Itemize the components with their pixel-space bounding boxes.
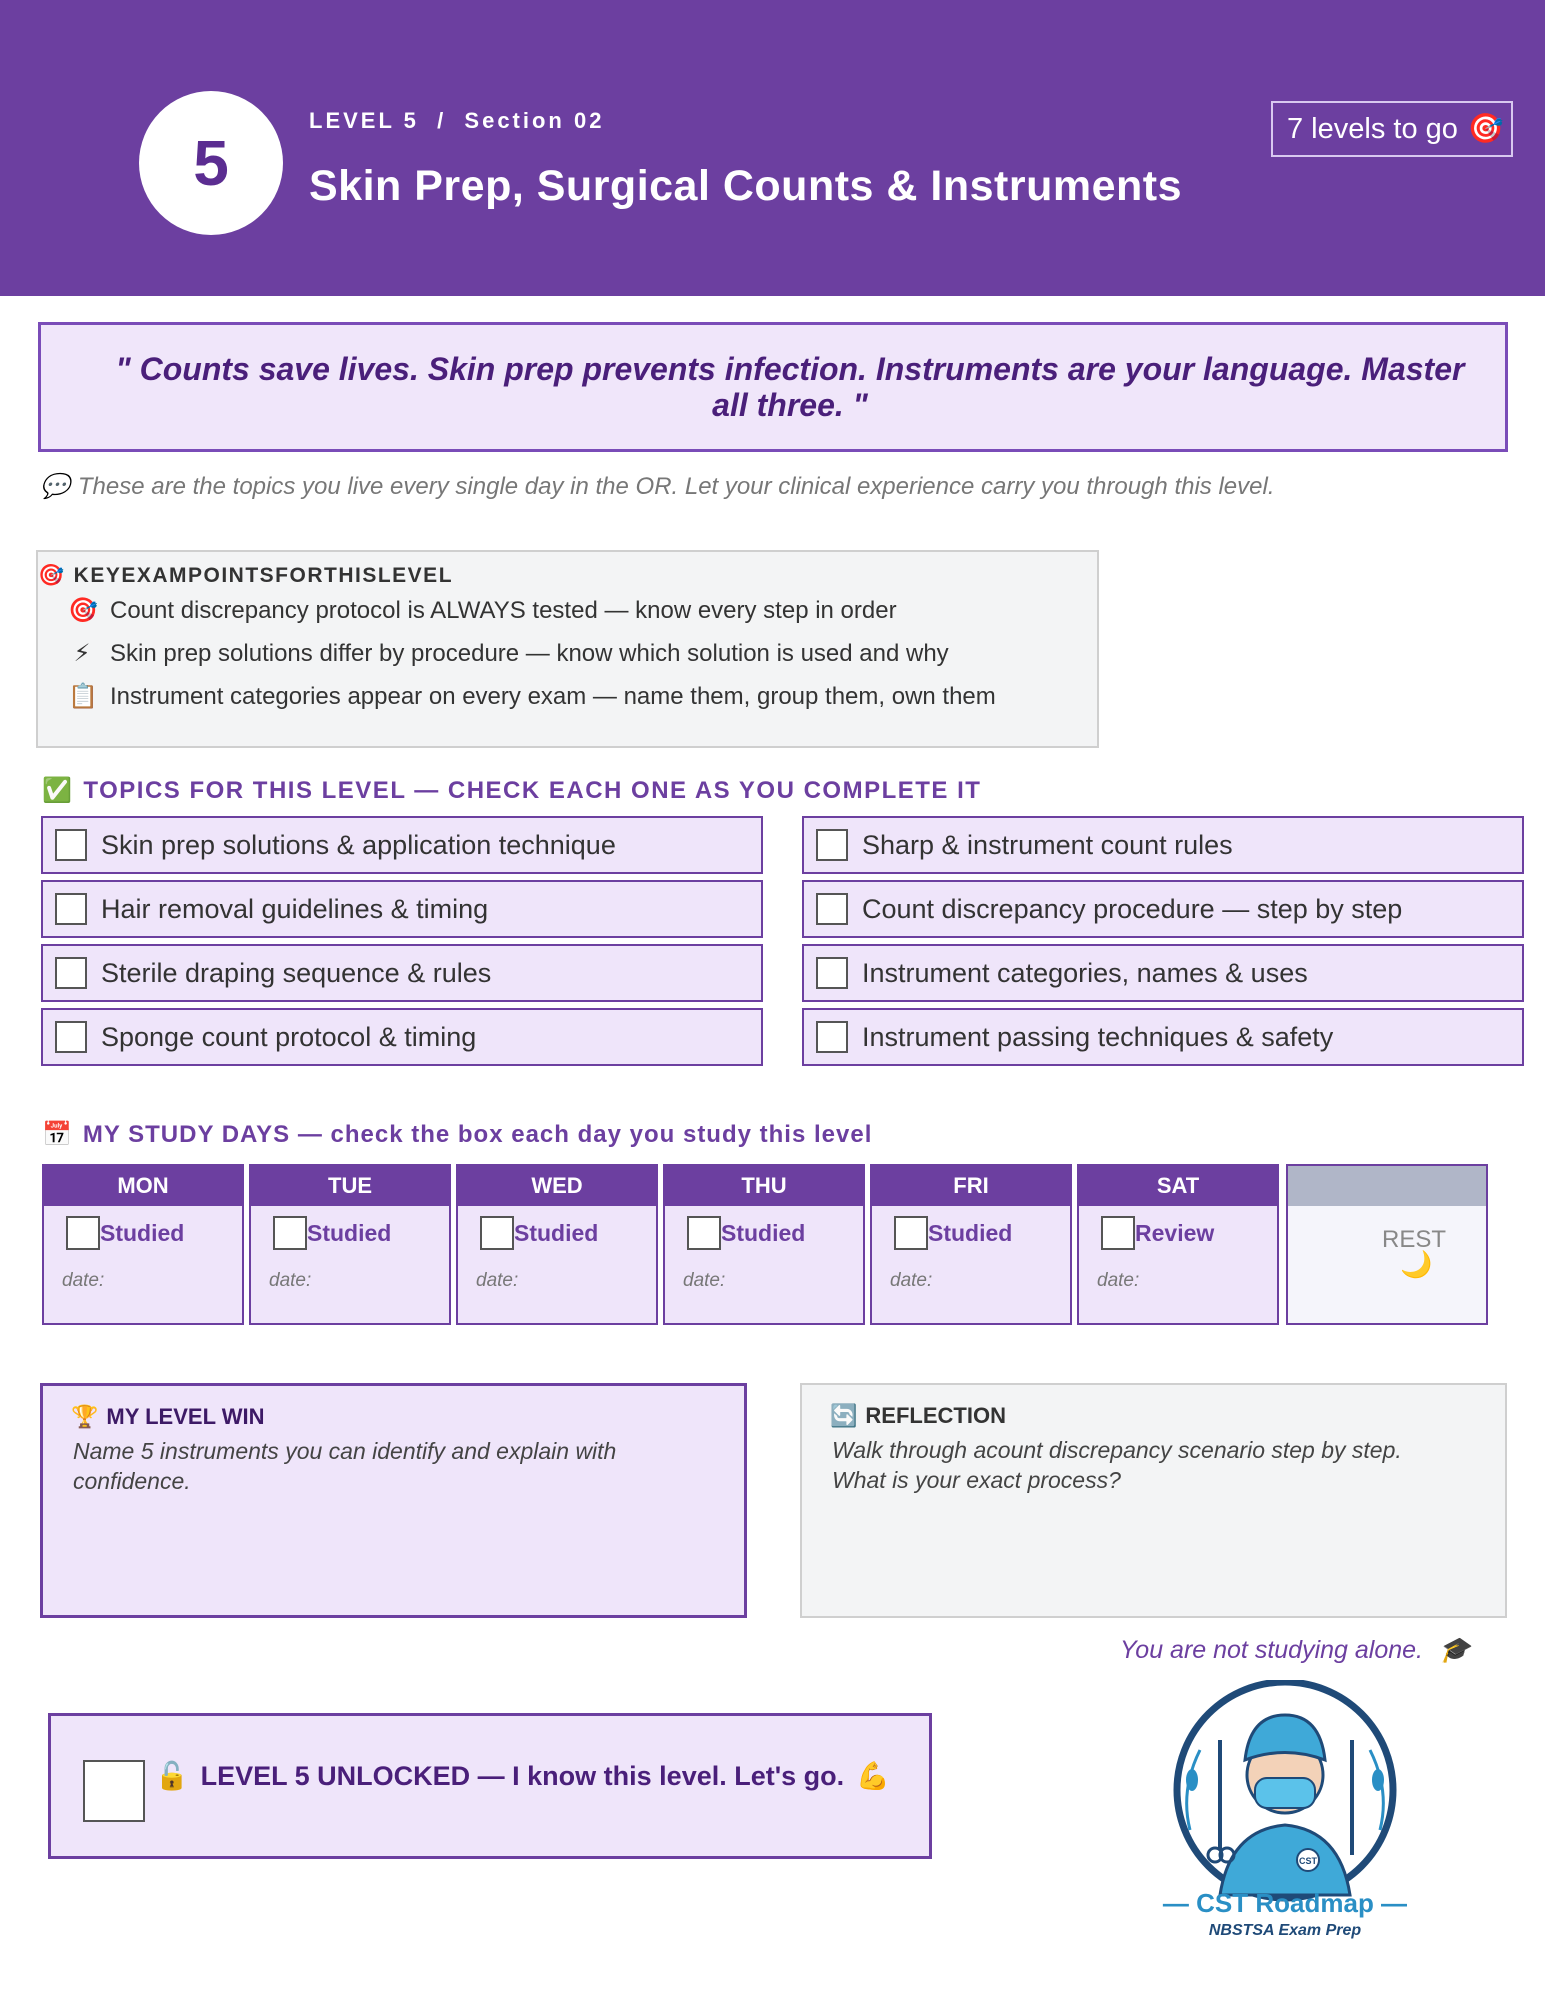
topic-item[interactable] bbox=[802, 880, 1524, 938]
day-checkbox[interactable] bbox=[480, 1216, 514, 1250]
topic-checkbox[interactable] bbox=[55, 1021, 87, 1053]
trophy-icon: 🏆 bbox=[71, 1404, 99, 1429]
key-point-item bbox=[68, 596, 897, 625]
day-status-label: Studied bbox=[514, 1219, 599, 1246]
logo-title: — CST Roadmap — bbox=[1162, 1888, 1408, 1918]
check-mark-icon: ✅ bbox=[42, 777, 74, 804]
key-point-text: Count discrepancy protocol is ALWAYS tested — know every step in order bbox=[110, 596, 897, 624]
level-unlocked-panel bbox=[48, 1713, 932, 1859]
topic-checkbox[interactable] bbox=[816, 1021, 848, 1053]
flexed-arm-icon: 💪 bbox=[856, 1761, 890, 1791]
target-icon: 🎯 bbox=[38, 564, 66, 587]
day-checkbox[interactable] bbox=[894, 1216, 928, 1250]
topic-label: Hair removal guidelines & timing bbox=[101, 893, 489, 924]
rest-day-header bbox=[1288, 1166, 1486, 1206]
key-point-text: Skin prep solutions differ by procedure — know which solution is used and why bbox=[110, 639, 949, 667]
key-point-text: Instrument categories appear on every exam — name them, group them, own them bbox=[110, 682, 996, 710]
reflection-panel[interactable] bbox=[800, 1383, 1507, 1618]
motivational-quote: " Counts save lives. Skin prep prevents infection. Instruments are your language. Master all three. " bbox=[38, 322, 1508, 452]
target-icon: 🎯 bbox=[1467, 113, 1504, 145]
date-field[interactable]: date: bbox=[890, 1270, 933, 1291]
topic-label: Count discrepancy procedure — step by step bbox=[862, 893, 1403, 924]
review-toggle[interactable] bbox=[1101, 1216, 1214, 1250]
day-name: SAT bbox=[1079, 1166, 1277, 1206]
date-field[interactable]: date: bbox=[62, 1270, 105, 1291]
studied-toggle[interactable] bbox=[687, 1216, 805, 1250]
reflection-title: REFLECTION bbox=[865, 1403, 1006, 1428]
topic-checkbox[interactable] bbox=[55, 893, 87, 925]
study-day-mon bbox=[42, 1164, 244, 1325]
key-point-item bbox=[68, 639, 949, 668]
cycle-arrows-icon: 🔄 bbox=[830, 1403, 858, 1428]
study-day-thu bbox=[663, 1164, 865, 1325]
day-checkbox[interactable] bbox=[273, 1216, 307, 1250]
study-day-fri bbox=[870, 1164, 1072, 1325]
logo-badge-text: CST bbox=[1299, 1856, 1317, 1866]
topic-label: Sharp & instrument count rules bbox=[862, 829, 1233, 860]
level-win-panel[interactable] bbox=[40, 1383, 747, 1618]
study-days-heading bbox=[42, 1120, 872, 1149]
target-icon: 🎯 bbox=[68, 597, 98, 624]
unlocked-lock-icon: 🔓 bbox=[155, 1761, 189, 1791]
day-name: MON bbox=[44, 1166, 242, 1206]
speech-bubble-icon: 💬 bbox=[40, 473, 70, 500]
reflection-prompt: Walk through acount discrepancy scenario step by step. What is your exact process? bbox=[832, 1437, 1402, 1493]
study-day-wed bbox=[456, 1164, 658, 1325]
day-name: FRI bbox=[872, 1166, 1070, 1206]
rest-day bbox=[1286, 1164, 1488, 1325]
studied-toggle[interactable] bbox=[480, 1216, 598, 1250]
study-day-tue bbox=[249, 1164, 451, 1325]
day-status-label: Studied bbox=[928, 1219, 1013, 1246]
topic-checkbox[interactable] bbox=[816, 829, 848, 861]
day-status-label: Studied bbox=[721, 1219, 806, 1246]
unlocked-text: LEVEL 5 UNLOCKED — I know this level. Let's go. bbox=[200, 1760, 845, 1791]
lightning-icon: ⚡ bbox=[73, 640, 91, 667]
page-title: Skin Prep, Surgical Counts & Instruments bbox=[309, 162, 1182, 210]
level-kicker: LEVEL 5 / Section 02 bbox=[309, 108, 605, 133]
clipboard-icon: 📋 bbox=[68, 683, 98, 710]
day-status-label: Studied bbox=[307, 1219, 392, 1246]
moon-icon: 🌙 bbox=[1400, 1249, 1433, 1279]
not-alone-message bbox=[1120, 1636, 1470, 1665]
studied-toggle[interactable] bbox=[66, 1216, 184, 1250]
unlocked-checkbox[interactable] bbox=[83, 1760, 145, 1822]
topic-item[interactable] bbox=[802, 944, 1524, 1002]
topic-label: Instrument categories, names & uses bbox=[862, 957, 1308, 988]
topic-item[interactable] bbox=[41, 1008, 763, 1066]
topics-heading-text: TOPICS FOR THIS LEVEL — CHECK EACH ONE AS YOU COMPLETE IT bbox=[83, 776, 982, 804]
rest-label: REST bbox=[1382, 1226, 1447, 1253]
topic-checkbox[interactable] bbox=[55, 957, 87, 989]
topic-item[interactable] bbox=[41, 816, 763, 874]
day-name: WED bbox=[458, 1166, 656, 1206]
levels-to-go-badge bbox=[1271, 101, 1513, 157]
studied-toggle[interactable] bbox=[894, 1216, 1012, 1250]
studied-toggle[interactable] bbox=[273, 1216, 391, 1250]
key-point-item bbox=[68, 682, 996, 711]
topic-checkbox[interactable] bbox=[55, 829, 87, 861]
levels-to-go-text: 7 levels to go bbox=[1287, 112, 1458, 145]
day-name: TUE bbox=[251, 1166, 449, 1206]
graduation-cap-icon: 🎓 bbox=[1439, 1636, 1471, 1664]
topic-item[interactable] bbox=[802, 816, 1524, 874]
day-status-label: Review bbox=[1135, 1219, 1215, 1246]
key-exam-points-heading bbox=[38, 564, 453, 588]
topic-label: Sponge count protocol & timing bbox=[101, 1021, 477, 1052]
reflection-heading bbox=[830, 1403, 1006, 1429]
level-win-prompt: Name 5 instruments you can identify and explain with confidence. bbox=[73, 1438, 617, 1494]
topic-label: Instrument passing techniques & safety bbox=[862, 1021, 1334, 1052]
topic-item[interactable] bbox=[802, 1008, 1524, 1066]
study-days-heading-text: MY STUDY DAYS — check the box each day you study this level bbox=[82, 1120, 873, 1148]
level-win-heading bbox=[71, 1404, 265, 1430]
logo-subtitle: NBSTSA Exam Prep bbox=[1208, 1922, 1362, 1939]
topic-label: Sterile draping sequence & rules bbox=[101, 957, 492, 988]
unlocked-statement bbox=[155, 1760, 890, 1792]
topics-heading bbox=[42, 776, 981, 805]
topic-checkbox[interactable] bbox=[816, 893, 848, 925]
intro-note bbox=[40, 472, 1500, 501]
day-status-label: Studied bbox=[100, 1219, 185, 1246]
topic-checkbox[interactable] bbox=[816, 957, 848, 989]
key-exam-points-title: KEYEXAMPOINTSFORTHISLEVEL bbox=[73, 564, 454, 587]
date-field[interactable]: date: bbox=[1097, 1270, 1140, 1291]
intro-note-text: These are the topics you live every single day in the OR. Let your clinical experience carry you through this level. bbox=[77, 472, 1275, 500]
day-checkbox[interactable] bbox=[687, 1216, 721, 1250]
topic-item[interactable] bbox=[41, 944, 763, 1002]
day-checkbox[interactable] bbox=[1101, 1216, 1135, 1250]
date-field[interactable]: date: bbox=[476, 1270, 519, 1291]
not-alone-text: You are not studying alone. bbox=[1120, 1636, 1424, 1664]
date-field[interactable]: date: bbox=[269, 1270, 312, 1291]
day-checkbox[interactable] bbox=[66, 1216, 100, 1250]
calendar-icon: 📅 bbox=[42, 1121, 73, 1148]
day-name: THU bbox=[665, 1166, 863, 1206]
date-field[interactable]: date: bbox=[683, 1270, 726, 1291]
level-number-badge: 5 bbox=[139, 91, 283, 235]
topic-label: Skin prep solutions & application technique bbox=[101, 829, 616, 860]
topic-item[interactable] bbox=[41, 880, 763, 938]
study-day-sat bbox=[1077, 1164, 1279, 1325]
level-win-title: MY LEVEL WIN bbox=[106, 1404, 265, 1429]
